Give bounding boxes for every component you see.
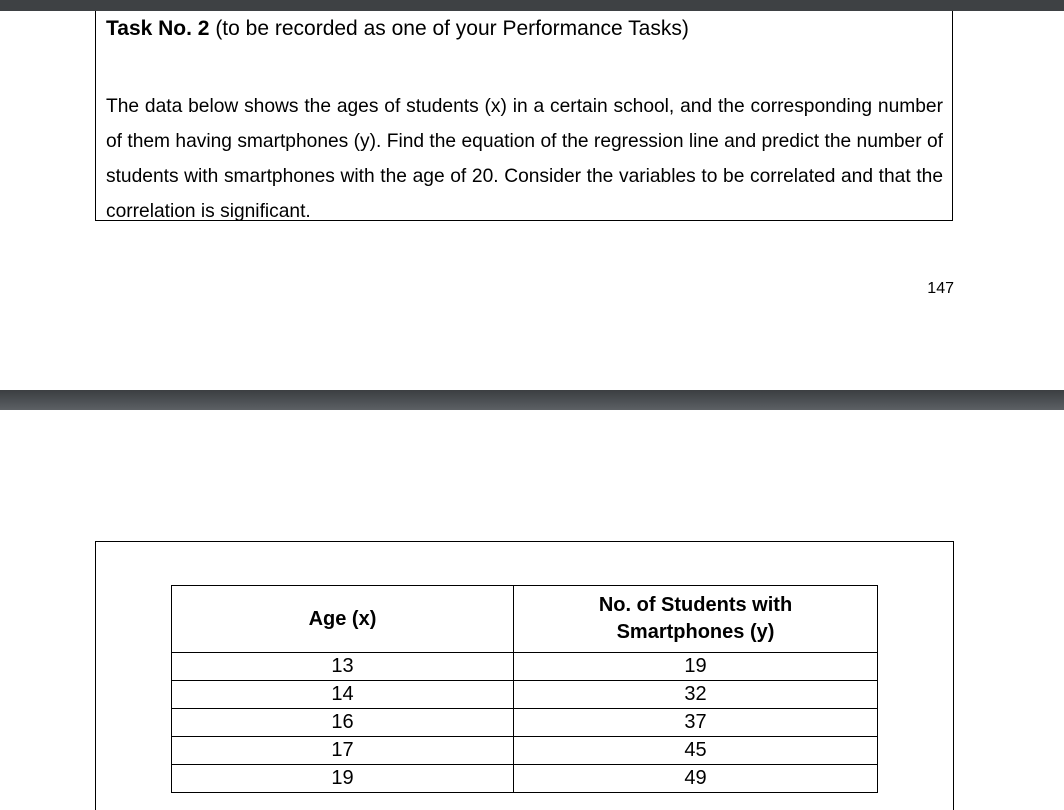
header-smartphones [514, 586, 878, 653]
table-row [172, 709, 878, 737]
cell-smartphones: 37 [514, 709, 878, 737]
viewer-top-bar [0, 0, 1064, 11]
task-box [95, 11, 953, 221]
task-instructions: The data below shows the ages of students (x) in a certain school, and the corresponding number of them having smartphones (y). Find the equation of the regression line and predict the number of students with smartphones with the age of 20. Consider the variables to be correlated and that the correlation is significant. [106, 96, 943, 222]
page-147 [0, 11, 1064, 390]
cell-age: 13 [172, 653, 514, 681]
cell-age: 19 [172, 765, 514, 793]
table-row [172, 737, 878, 765]
cell-smartphones: 49 [514, 765, 878, 793]
data-table [171, 585, 878, 793]
header-smartphones-text: No. of Students with Smartphones (y) [598, 594, 793, 643]
page-separator [0, 390, 1064, 410]
cell-age: 14 [172, 681, 514, 709]
cell-smartphones: 45 [514, 737, 878, 765]
table-row [172, 765, 878, 793]
cell-age: 16 [172, 709, 514, 737]
table-box [95, 541, 954, 810]
page-148 [0, 410, 1064, 810]
task-number: Task No. 2 [106, 17, 210, 40]
table-header-row [172, 586, 878, 653]
page-number: 147 [927, 280, 954, 297]
table-row [172, 681, 878, 709]
header-age: Age (x) [172, 586, 514, 653]
cell-smartphones: 19 [514, 653, 878, 681]
cell-smartphones: 32 [514, 681, 878, 709]
table-row [172, 653, 878, 681]
cell-age: 17 [172, 737, 514, 765]
task-subtitle: (to be recorded as one of your Performance Tasks) [209, 17, 689, 40]
task-heading [106, 17, 689, 41]
